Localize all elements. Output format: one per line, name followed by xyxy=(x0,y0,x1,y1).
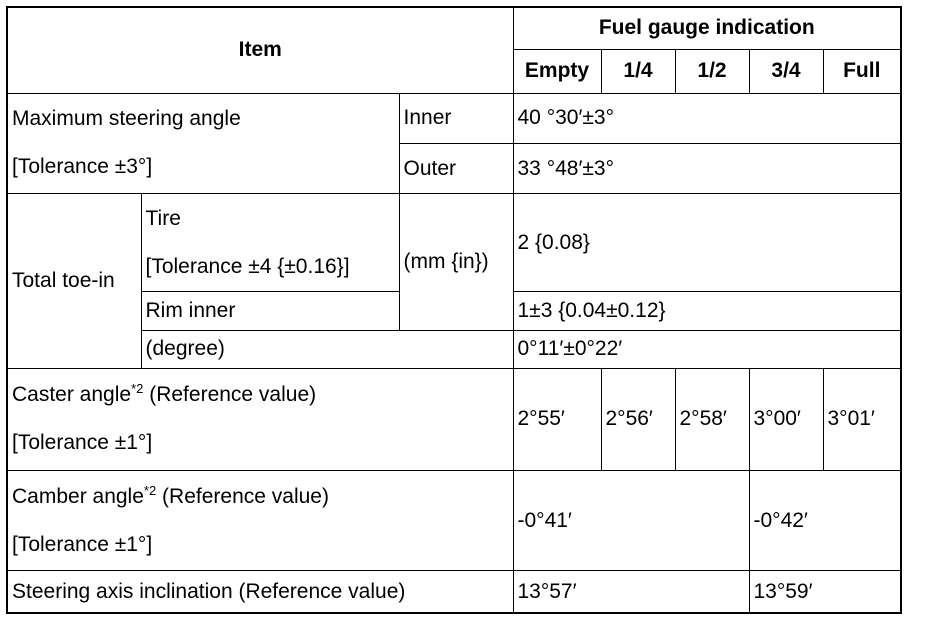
axis-inclination-value-high: 13°59′ xyxy=(749,571,901,613)
degree-label: (degree) xyxy=(141,330,513,368)
level-empty: Empty xyxy=(513,49,601,93)
camber-tolerance: [Tolerance ±1°] xyxy=(12,532,153,556)
max-steering-tolerance: [Tolerance ±3°] xyxy=(12,155,153,179)
fuel-gauge-header: Fuel gauge indication xyxy=(513,7,901,49)
camber-row xyxy=(7,470,901,570)
caster-value-quarter: 2°56′ xyxy=(601,368,675,470)
axis-inclination-row xyxy=(7,571,901,613)
camber-value-low: -0°41′ xyxy=(513,470,749,570)
level-full: Full xyxy=(823,49,901,93)
item-header: Item xyxy=(7,7,513,93)
rim-label: Rim inner xyxy=(141,292,399,330)
toe-in-unit: (mm {in}) xyxy=(399,194,513,330)
alignment-spec-table xyxy=(6,6,902,614)
outer-value: 33 °48′±3° xyxy=(513,143,901,193)
inner-value: 40 °30′±3° xyxy=(513,93,901,143)
caster-reference: (Reference value) xyxy=(149,383,317,407)
max-steering-label: Maximum steering angle xyxy=(12,107,241,131)
degree-value: 0°11′±0°22′ xyxy=(513,330,901,368)
outer-label: Outer xyxy=(399,143,513,193)
level-half: 1/2 xyxy=(675,49,749,93)
tire-label: Tire xyxy=(145,206,181,230)
header-row xyxy=(7,7,901,49)
camber-value-high: -0°42′ xyxy=(749,470,901,570)
camber-label: Camber angle xyxy=(12,484,144,508)
caster-note: *2 xyxy=(131,381,144,397)
tire-tolerance: [Tolerance ±4 {±0.16}] xyxy=(145,254,350,278)
toe-in-label: Total toe-in xyxy=(7,194,141,369)
caster-value-half: 2°58′ xyxy=(675,368,749,470)
level-three-quarter: 3/4 xyxy=(749,49,823,93)
camber-reference: (Reference value) xyxy=(162,484,329,508)
toe-in-tire-row xyxy=(7,194,901,292)
tire-label-cell xyxy=(141,194,399,292)
level-quarter: 1/4 xyxy=(601,49,675,93)
max-steering-label-cell xyxy=(7,93,399,193)
inner-label: Inner xyxy=(399,93,513,143)
camber-label-line xyxy=(12,484,509,510)
axis-inclination-label: Steering axis inclination (Reference value) xyxy=(7,571,513,613)
toe-in-degree-row xyxy=(7,330,901,368)
tire-value: 2 {0.08} xyxy=(513,194,901,292)
axis-inclination-value-low: 13°57′ xyxy=(513,571,749,613)
caster-row xyxy=(7,368,901,470)
caster-tolerance: [Tolerance ±1°] xyxy=(12,431,153,455)
caster-label-cell xyxy=(7,368,513,470)
caster-label-line xyxy=(12,382,509,408)
caster-value-full: 3°01′ xyxy=(823,368,901,470)
camber-note: *2 xyxy=(143,482,157,498)
max-steering-inner-row xyxy=(7,93,901,143)
caster-value-empty: 2°55′ xyxy=(513,368,601,470)
camber-label-cell xyxy=(7,470,513,570)
rim-value: 1±3 {0.04±0.12} xyxy=(513,292,901,330)
caster-value-three-quarter: 3°00′ xyxy=(749,368,823,470)
caster-label: Caster angle xyxy=(12,383,132,407)
